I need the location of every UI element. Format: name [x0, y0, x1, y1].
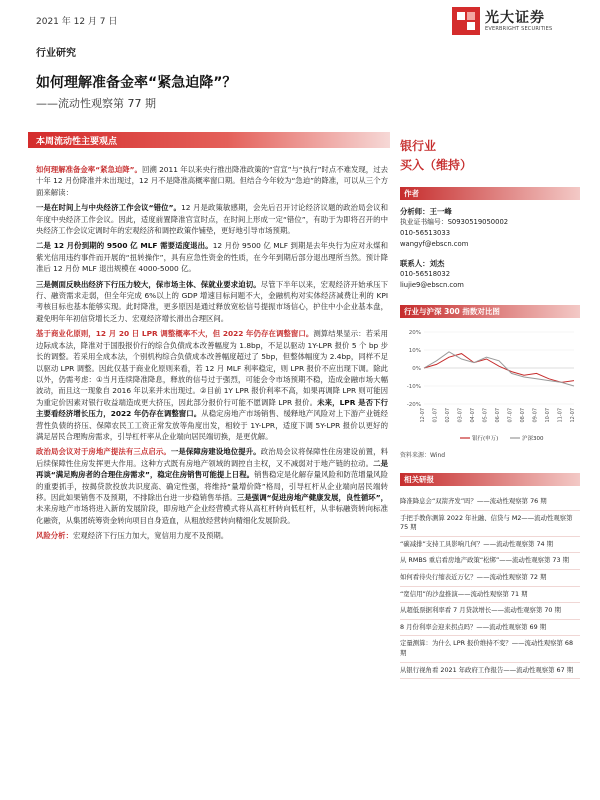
- chart-section-title: 行业与沪深 300 指数对比图: [404, 307, 500, 316]
- x-tick-label: 11-07: [557, 408, 564, 423]
- p5-lead: 基于商业化原则，12 月 20 日 LPR 调整概率不大，但 2022 年仍存在调整窗口。: [36, 329, 314, 339]
- risk-lead: 风险分析：: [36, 531, 73, 541]
- related-section-title: 相关研报: [404, 475, 434, 484]
- x-tick-label: 12-07: [570, 408, 576, 423]
- paragraph-6: [36, 446, 388, 526]
- p6-t2: 销售稳定是化解存量风险和防范增量风险的重要抓手，按揭贷款投放共识度高、确定性强，将维持“量增价降”格局，引导杠杆从企业端向居民端转移。因此如果销售不及预期，不排除出台进一步稳销售举措。: [36, 470, 388, 502]
- report-date: 2021 年 12 月 7 日: [36, 17, 118, 27]
- p5-body-a: 测算结果显示：若采用边际成本法，降准对于国股报价行的综合负债成本改善幅度为 1.8bp，不足以驱动 1Y-LPR 报价 5 个 bp 步长的调整。若采用全成本法，个别机构综合负债成本改善幅度超过了 5bp，但整体幅度为 2.4bp，同样不足以驱动 LPR 调整。因此仅基于商业化原则来看，若 12 月 MLF 利率稳定，则 LPR 报价不应出现下调。除此以外，仍需考虑：①当月连续降准降息，释放的信号过于强烈，可能会令市场预期不稳，造成金融市场大幅波动，而且这一现象自 2016 年以来并未出现过。②目前 1Y LPR 报价利率不高，如果再调降 LPR 则可能因为重定价因素对银行收益端造成更大挤压，因此部分报价行可能不愿调降 LPR 报价。: [36, 329, 388, 407]
- p6-b3: 三是强调“促进房地产健康发展，良性循环”，: [236, 492, 388, 502]
- p1-body: 回溯 2011 年以来央行推出降准政策的“官宣”与“执行”时点不难发现，过去十年 12 月份降准并未出现过，12 月不是降准高概率窗口期。但结合今年较为“急迫”的降准，可以从三个方面来解读：: [36, 165, 389, 197]
- y-tick-label: -20%: [406, 402, 421, 408]
- paragraph-1: [36, 164, 388, 198]
- author-section-bar: [400, 187, 580, 200]
- page-subtitle: ——流动性观察第 77 期: [36, 97, 156, 110]
- legend-label: 银行(申万): [472, 436, 499, 442]
- x-tick-label: 01-07: [432, 408, 439, 423]
- related-report-item[interactable]: 如何看待央行缩表近万亿？——流动性观察第 72 期: [400, 570, 580, 587]
- paragraph-5: [36, 328, 388, 442]
- p3-lead: 二是 12 月份到期的 9500 亿 MLF 需要适度退出。: [36, 241, 213, 251]
- series-line: [424, 352, 574, 386]
- risk-paragraph: [36, 530, 388, 541]
- x-tick-label: 12-07: [420, 408, 426, 423]
- legend-label: 沪深300: [522, 436, 544, 442]
- p6-lead: 政治局会议对于房地产提法有三点启示。: [36, 447, 171, 457]
- related-reports-list: [400, 494, 580, 679]
- y-tick-label: -10%: [406, 384, 421, 390]
- analyst-email[interactable]: wangyf@ebscn.com: [400, 240, 469, 248]
- contact-phone: 010-56518032: [400, 270, 451, 278]
- related-report-item[interactable]: 从银行视角看 2021 年政府工作报告——流动性观察第 67 期: [400, 663, 580, 680]
- chart-source: 资料来源：Wind: [400, 452, 446, 459]
- related-report-item[interactable]: 定量测算：为什么 LPR 报价维持不变？——流动性观察第 68 期: [400, 636, 580, 662]
- sidebar: [400, 138, 580, 679]
- p6-t1: 政治局会议将保障性住房建设前置，料后续保障性住房发挥更大作用。这种方式既有房地产领域的调控自主权，又不减弱对于地产链的拉动。: [36, 447, 388, 468]
- related-report-item[interactable]: “碳减排”支持工具影响几何？——流动性观察第 74 期: [400, 537, 580, 554]
- x-tick-label: 02-07: [445, 408, 451, 423]
- x-tick-label: 07-07: [507, 408, 514, 423]
- chart-section-bar: [400, 305, 580, 318]
- p3-body: 12 月份 9500 亿 MLF 到期是去年央行为应对永煤和紫光信用违约事件而开展的“扭转操作”，具有应急性资金的性质，在今年到期后部分退出理所当然。预计降准后 12 月份 MLF 退出规模在 4000-5000 亿。: [36, 241, 388, 274]
- p6-b2: 二是再谈“满足购房者的合理住房需求”，稳定住房销售可能提上日程。: [36, 458, 388, 480]
- related-report-item[interactable]: 手把手教你测算 2022 年社融、信贷与 M2——流动性观察第 75 期: [400, 511, 580, 537]
- y-tick-label: 20%: [408, 330, 421, 336]
- contact-name: 联系人：刘杰: [400, 259, 445, 268]
- page-title: 如何理解准备金率“紧急迫降”？: [36, 75, 237, 91]
- x-tick-label: 04-07: [470, 408, 476, 423]
- section-banner: [28, 132, 390, 148]
- p4-body: 尽管下半年以来，宏观经济开始承压下行、融资需求走弱，但全年完成 6%以上的 GDP 增速目标问题不大，金融机构对实体经济减费让利的 KPI 考核目标也基本能够实现。此时降准，更多原因是通过释放宽松信号提振市场信心，护住中小企业基本盘，避免明年年初信贷增长乏力、宏观经济增长滑出合理区间。: [36, 279, 388, 323]
- paragraph-2: [36, 202, 388, 236]
- x-tick-label: 10-07: [545, 408, 551, 423]
- logo-name: 光大证券: [485, 10, 545, 26]
- analyst-phone: 010-56513033: [400, 229, 451, 237]
- analyst-name: 分析师：王一峰: [400, 207, 452, 216]
- risk-body: 宏观经济下行压力加大，宽信用力度不及预期。: [72, 531, 229, 541]
- contact-email[interactable]: liujie9@ebscn.com: [400, 281, 464, 289]
- related-report-item[interactable]: “宽信用”的沙盘推演——流动性观察第 71 期: [400, 587, 580, 604]
- p1-lead: 如何理解准备金率“紧急迫降”。: [36, 165, 142, 174]
- y-tick-label: 0%: [412, 366, 421, 372]
- p5-body-b: 未来，LPR 是否下行主要看经济增长压力，2022 年仍存在调整窗口。: [36, 397, 388, 419]
- logo-subtitle: EVERBRIGHT SECURITIES: [485, 26, 553, 32]
- logo-mark-icon: [452, 7, 480, 35]
- related-report-item[interactable]: 降准降息会“双箭齐发”吗？——流动性观察第 76 期: [400, 494, 580, 511]
- p2-lead: 一是在时间上与中央经济工作会议“错位”。: [36, 203, 182, 213]
- y-tick-label: 10%: [408, 348, 421, 354]
- related-section-bar: [400, 473, 580, 486]
- chart-svg: [400, 326, 580, 444]
- x-tick-label: 08-07: [520, 408, 526, 423]
- section-banner-label: 本周流动性主要观点: [36, 137, 118, 147]
- author-section-title: 作者: [404, 189, 419, 198]
- related-report-item[interactable]: 8 月份利率会迎来拐点吗？——流动性观察第 69 期: [400, 620, 580, 637]
- x-tick-label: 05-07: [482, 408, 489, 423]
- p4-lead: 三是侧面反映出经济下行压力较大，保市场主体、保就业要求迫切。: [36, 279, 261, 289]
- index-chart: [400, 326, 580, 459]
- related-report-item[interactable]: 从超低票据利率看 7 月贷款增长——流动性观察第 70 期: [400, 603, 580, 620]
- p6-t3: 未来房地产市场将进入新的发展阶段，即房地产企业经营模式将从高杠杆转向低杠杆，从非标融资转向标准化融资，从集团统筹资金转向项目自身造血，从粗放经营转向精细化发展阶段。: [36, 504, 388, 525]
- analyst-cert: 执业证书编号：S0930519050002: [400, 218, 509, 226]
- related-report-item[interactable]: 从 RMBS 重启看房地产政策“松绑”——流动性观察第 73 期: [400, 553, 580, 570]
- main-content: [36, 164, 388, 546]
- x-tick-label: 06-07: [495, 408, 501, 423]
- p6-b1: 一是保障房建设地位提升。: [170, 447, 261, 457]
- report-type: 行业研究: [36, 48, 76, 59]
- x-tick-label: 09-07: [532, 408, 539, 423]
- p2-body: 12 月是政策敏感期，会先后召开讨论经济议题的政治局会议和年度中央经济工作会议。因此，适度前置降准官宣时点，在时间上形成一定“错位”，有助于为即将召开的中央经济工作会议定调时年的宏观经济和调控政策作铺垫，更好地引导市场预期。: [36, 203, 389, 236]
- brand-logo: [452, 6, 582, 36]
- paragraph-4: [36, 279, 388, 325]
- paragraph-3: [36, 240, 388, 274]
- x-tick-label: 03-07: [457, 408, 464, 423]
- rating-label: 买入（维持）: [400, 158, 473, 172]
- p5-body-c: 从稳定房地产市场销售、缓释地产风险对上下游产业链经营性负债的挤压、保障农民工工资正常发放等角度出发，相较于 1Y-LPR，适度下调 5Y-LPR 报价以更好的满足居民合理购房需求，引导杠杆率从企业端向居民端切换，是更优解。: [36, 409, 388, 441]
- industry-label: 银行业: [400, 139, 437, 153]
- author-block: [400, 206, 580, 291]
